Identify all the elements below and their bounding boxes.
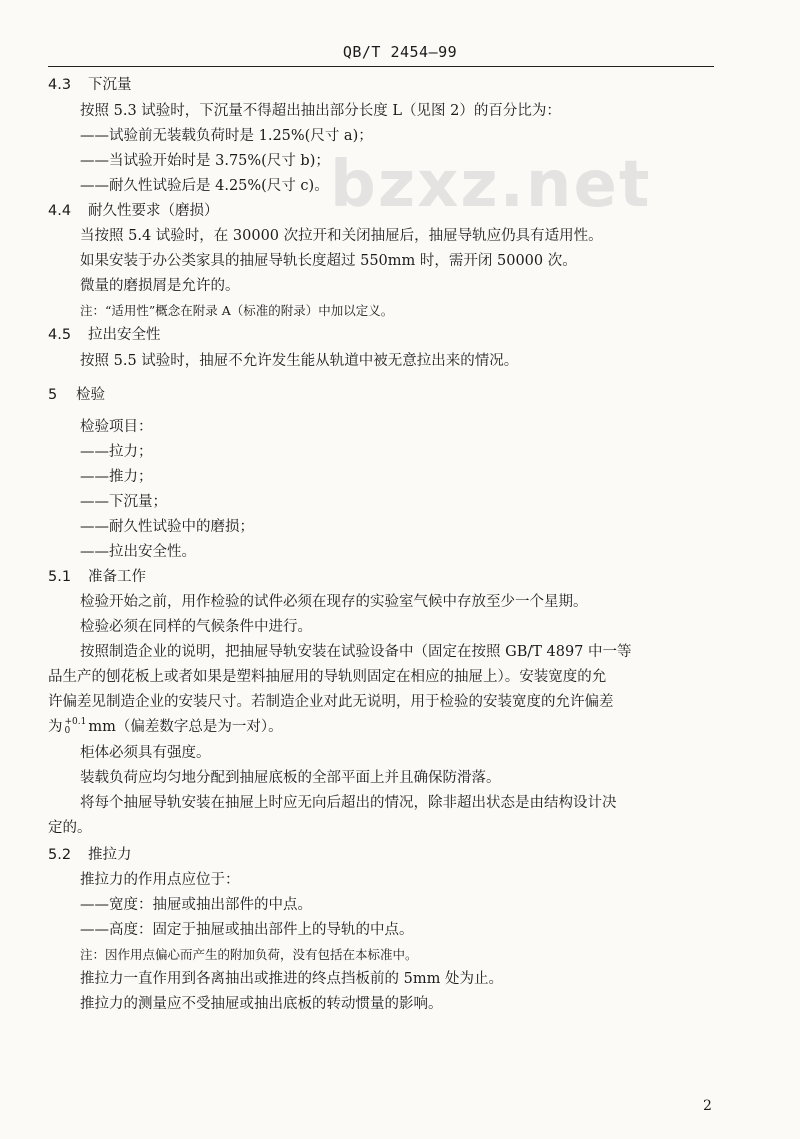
list-item: ——拉出安全性。 <box>80 544 196 560</box>
page-number: 2 <box>703 1098 712 1114</box>
tolerance-lower: 0 <box>64 726 71 736</box>
paragraph-continued <box>48 718 283 736</box>
paragraph: 按照制造企业的说明，把抽屉导轨安装在试验设备中（固定在按照 GB/T 4897 中一等 <box>80 644 632 660</box>
paragraph: 按照 5.5 试验时，抽屉不允许发生能从轨道中被无意拉出来的情况。 <box>80 353 519 369</box>
list-item: ——推力； <box>80 469 153 485</box>
section-heading-4-5 <box>48 326 161 344</box>
section-heading-5 <box>48 386 105 404</box>
text-fragment: 为 <box>48 719 63 735</box>
section-number: 5.1 <box>48 569 72 585</box>
section-number: 5 <box>48 387 58 403</box>
list-item: ——当试验开始时是 3.75%(尺寸 b)； <box>80 153 330 169</box>
paragraph: 将每个抽屉导轨安装在抽屉上时应无向后超出的情况，除非超出状态是由结构设计决 <box>80 795 617 811</box>
watermark: bzxz.net <box>330 148 652 222</box>
paragraph: 如果安装于办公类家具的抽屉导轨长度超过 550mm 时，需开闭 50000 次。 <box>80 253 577 269</box>
tolerance-upper: +0.1 <box>64 717 87 727</box>
paragraph: 装载负荷应均匀地分配到抽屉底板的全部平面上并且确保防滑落。 <box>80 770 501 786</box>
section-title: 耐久性要求（磨损） <box>88 203 219 219</box>
section-heading-5-2 <box>48 846 132 864</box>
paragraph-continued: 品生产的刨花板上或者如果是塑料抽屉用的导轨则固定在相应的抽屉上）。安装宽度的允 <box>48 669 607 685</box>
paragraph: 推拉力一直作用到各离抽出或推进的终点挡板前的 5mm 处为止。 <box>80 971 503 987</box>
paragraph: 按照 5.3 试验时，下沉量不得超出抽出部分长度 L（见图 2）的百分比为： <box>80 103 561 119</box>
header-rule <box>48 66 714 67</box>
section-number: 5.2 <box>48 847 72 863</box>
section-number: 4.3 <box>48 77 72 93</box>
list-item: ——耐久性试验中的磨损； <box>80 519 254 535</box>
section-title: 检验 <box>76 387 105 403</box>
section-title: 准备工作 <box>88 569 146 585</box>
tolerance-fraction <box>65 718 87 736</box>
section-heading-4-3 <box>48 76 132 94</box>
list-item: ——耐久性试验后是 4.25%(尺寸 c)。 <box>80 178 329 194</box>
paragraph: 柜体必须具有强度。 <box>80 745 211 761</box>
paragraph: 微量的磨损屑是允许的。 <box>80 278 240 294</box>
paragraph-continued: 定的。 <box>48 820 92 836</box>
list-item: ——下沉量； <box>80 494 167 510</box>
paragraph: 推拉力的作用点应位于： <box>80 872 240 888</box>
paragraph: 检验开始之前，用作检验的试件必须在现存的实验室气候中存放至少一个星期。 <box>80 594 588 610</box>
section-title: 下沉量 <box>88 77 132 93</box>
list-item: ——高度：固定于抽屉或抽出部件上的导轨的中点。 <box>80 922 414 938</box>
note: 注：因作用点偏心而产生的附加负荷，没有包括在本标准中。 <box>80 947 418 962</box>
list-item: ——试验前无装载负荷时是 1.25%(尺寸 a)； <box>80 128 373 144</box>
list-item: ——宽度：抽屉或抽出部件的中点。 <box>80 897 312 913</box>
list-item: ——拉力； <box>80 444 153 460</box>
note: 注：“适用性”概念在附录 A（标准的附录）中加以定义。 <box>80 303 394 318</box>
section-heading-5-1 <box>48 568 146 586</box>
paragraph: 检验必须在同样的气候条件中进行。 <box>80 619 312 635</box>
text-fragment: mm（偏差数字总是为一对）。 <box>88 719 283 735</box>
section-number: 4.4 <box>48 203 72 219</box>
section-number: 4.5 <box>48 327 72 343</box>
paragraph-continued: 许偏差见制造企业的安装尺寸。若制造企业对此无说明，用于检验的安装宽度的允许偏差 <box>48 694 614 710</box>
paragraph: 当按照 5.4 试验时，在 30000 次拉开和关闭抽屉后，抽屉导轨应仍具有适用性。 <box>80 228 603 244</box>
section-title: 推拉力 <box>88 847 132 863</box>
section-title: 拉出安全性 <box>88 327 161 343</box>
document-header: QB/T 2454—99 <box>342 43 458 61</box>
section-heading-4-4 <box>48 202 219 220</box>
paragraph: 检验项目： <box>80 419 153 435</box>
paragraph: 推拉力的测量应不受抽屉或抽出底板的转动惯量的影响。 <box>80 996 443 1012</box>
